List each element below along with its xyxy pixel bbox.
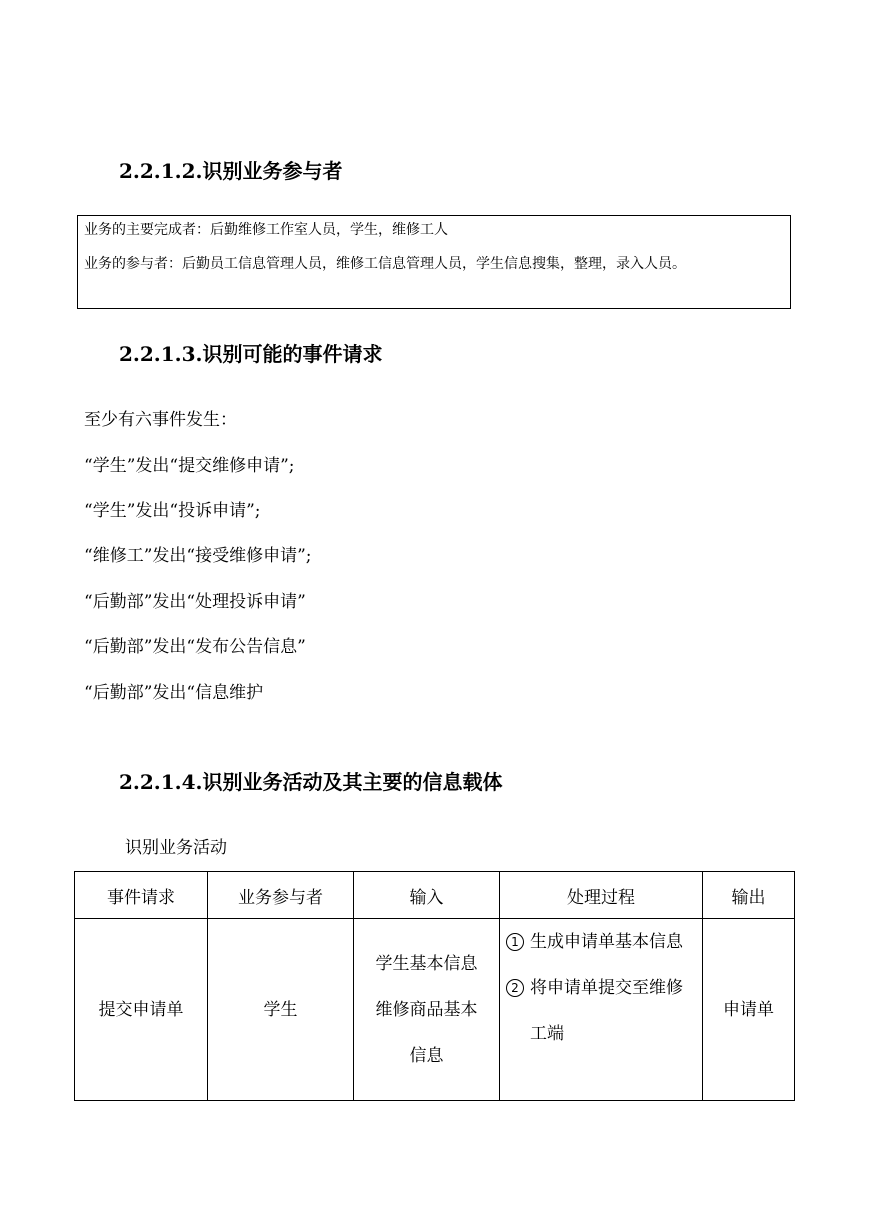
process-step [506,965,696,1057]
event-item: “学生”发出“投诉申请”; [84,501,261,521]
table-header-row [75,872,795,919]
step-number-badge: 2 [506,979,524,997]
table-row [75,919,795,1101]
process-step [506,919,696,965]
table-caption: 识别业务活动 [125,838,227,858]
input-line: 学生基本信息 [375,953,478,974]
header-process: 处理过程 [500,872,703,919]
event-item: “后勤部”发出“发布公告信息” [84,637,306,657]
event-item: “学生”发出“提交维修申请”; [84,456,295,476]
header-participant: 业务参与者 [208,872,354,919]
heading-events: 2.2.1.3.识别可能的事件请求 [119,342,383,366]
input-line: 维修商品基本 [375,999,478,1020]
cell-output: 申请单 [703,919,795,1101]
event-item: “后勤部”发出“处理投诉申请” [84,592,306,612]
heading-participants: 2.2.1.2.识别业务参与者 [119,159,343,183]
input-line: 信息 [409,1045,444,1066]
cell-process [500,919,703,1101]
event-item: “维修工”发出“接受维修申请”; [84,546,312,566]
participants-box [77,215,791,309]
step-number-badge: 1 [506,933,524,951]
heading-activities: 2.2.1.4.识别业务活动及其主要的信息载体 [119,770,503,794]
cell-input [354,919,500,1101]
header-input: 输入 [354,872,500,919]
event-item: “后勤部”发出“信息维护 [84,683,264,703]
header-event: 事件请求 [75,872,208,919]
cell-participant: 学生 [208,919,354,1101]
main-completers-text: 业务的主要完成者：后勤维修工作室人员，学生，维修工人 [84,222,448,238]
events-intro: 至少有六事件发生： [84,410,237,430]
participants-text: 业务的参与者：后勤员工信息管理人员，维修工信息管理人员，学生信息搜集，整理，录入人员。 [84,256,686,272]
header-output: 输出 [703,872,795,919]
step-text: 生成申请单基本信息 [530,932,683,952]
step-text: 将申请单提交至维修工端 [530,978,683,1044]
activities-table [74,871,795,1101]
cell-event: 提交申请单 [75,919,208,1101]
